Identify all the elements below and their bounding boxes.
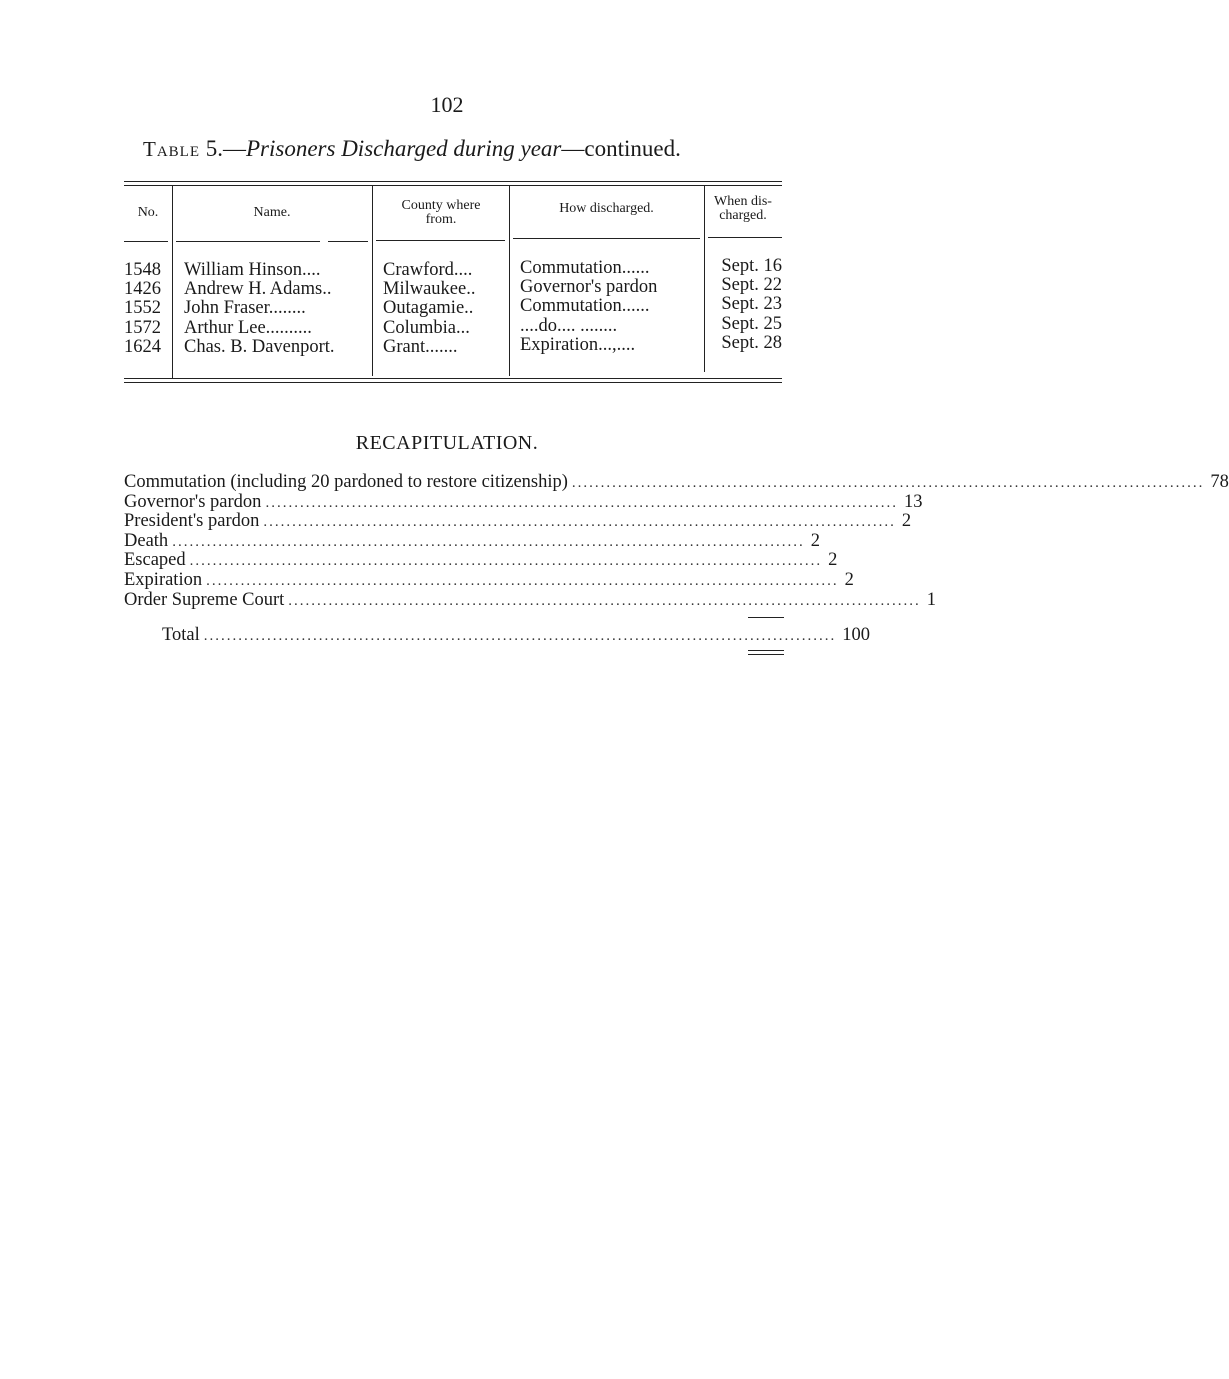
cell-how: Commutation......	[520, 296, 650, 317]
cell-name: Andrew H. Adams..	[184, 279, 332, 300]
sum-rule	[748, 617, 784, 618]
table-top-rule	[124, 181, 782, 182]
cell-how: Governor's pardon	[520, 277, 658, 298]
table-bottom-rule	[124, 378, 782, 379]
recap-label: Governor's pardon	[124, 491, 262, 512]
recap-item	[124, 472, 1229, 493]
recapitulation-title: RECAPITULATION.	[355, 432, 539, 454]
cell-no: 1548	[124, 260, 161, 280]
total-value: 100	[842, 625, 870, 645]
column-divider	[372, 186, 373, 376]
recap-label: Escaped	[124, 550, 186, 571]
leader-dots: ..............................................................................................................	[571, 475, 1205, 491]
total-label: Total	[162, 625, 200, 645]
leader-dots: ..............................................................................................................	[263, 514, 896, 531]
table-bottom-rule-2	[124, 382, 782, 383]
header-no: No.	[137, 205, 159, 220]
cell-no: 1572	[124, 317, 161, 338]
total-double-rule	[748, 650, 784, 651]
table-title	[143, 136, 681, 162]
column-county	[383, 261, 475, 357]
cell-name: Chas. B. Davenport.	[184, 336, 335, 357]
recap-item	[124, 569, 854, 591]
table-title-prefix: Table	[143, 137, 200, 161]
recap-item	[124, 550, 838, 571]
recap-item	[124, 491, 923, 513]
recap-label: Death	[124, 530, 169, 551]
recap-value: 1	[926, 589, 937, 610]
leader-dots: ..............................................................................................................	[172, 533, 805, 550]
header-underline	[176, 241, 320, 242]
leader-dots: ..............................................................................................................	[265, 494, 898, 511]
table-title-number: 5.—	[205, 136, 246, 161]
column-name	[184, 261, 335, 357]
table-title-suffix: —continued.	[561, 136, 681, 161]
cell-name: Arthur Lee..........	[184, 317, 312, 338]
header-how: How discharged.	[559, 201, 654, 216]
leader-dots: ..............................................................................................................	[206, 572, 839, 589]
leader-dots: ..............................................................................................................	[203, 628, 837, 644]
header-underline	[376, 240, 505, 241]
total-row	[162, 625, 870, 646]
cell-no: 1624	[124, 336, 161, 357]
recap-label: Order Supreme Court	[124, 589, 285, 610]
total-double-rule-2	[748, 654, 784, 655]
cell-how: Commutation......	[520, 258, 650, 278]
cell-when: Sept. 23	[721, 294, 782, 315]
cell-when: Sept. 22	[721, 275, 782, 296]
recap-item	[124, 511, 912, 532]
cell-name: William Hinson....	[184, 260, 321, 280]
recapitulation-list	[124, 472, 1229, 610]
header-underline	[708, 237, 782, 238]
cell-county: Grant.......	[383, 336, 458, 357]
header-county: County where from.	[401, 198, 481, 227]
cell-how: Expiration...,....	[520, 334, 636, 355]
recap-value: 2	[901, 511, 912, 532]
recap-value: 13	[903, 491, 923, 512]
cell-when: Sept. 28	[721, 332, 782, 353]
recap-value: 2	[810, 530, 820, 551]
cell-county: Crawford....	[383, 260, 473, 280]
header-underline	[124, 241, 168, 242]
header-underline	[513, 238, 700, 239]
cell-how: ....do.... ........	[520, 315, 618, 336]
cell-county: Columbia...	[383, 317, 470, 338]
column-when	[712, 257, 782, 353]
column-no	[124, 261, 161, 357]
recap-label: President's pardon	[124, 511, 260, 532]
cell-when: Sept. 25	[721, 313, 782, 334]
header-underline	[328, 241, 368, 242]
recap-value: 78	[1210, 472, 1229, 492]
cell-no: 1552	[124, 298, 161, 319]
recap-item	[124, 589, 937, 611]
recap-value: 2	[828, 550, 838, 571]
leader-dots: ..............................................................................................................	[288, 592, 921, 609]
header-name: Name.	[253, 205, 291, 220]
cell-no: 1426	[124, 279, 161, 300]
recap-label: Commutation (including 20 pardoned to restore citizenship)	[124, 472, 568, 492]
recap-item	[124, 530, 820, 552]
leader-dots: ..............................................................................................................	[189, 553, 823, 570]
cell-county: Outagamie..	[383, 298, 474, 319]
table-title-italic: Prisoners Discharged during year	[246, 136, 562, 161]
recap-label: Expiration	[124, 569, 203, 590]
recap-value: 2	[844, 569, 854, 590]
page-number: 102	[430, 92, 464, 117]
column-how	[520, 259, 657, 355]
cell-name: John Fraser........	[184, 298, 306, 319]
discharge-table	[124, 186, 782, 378]
header-when: When dis- charged.	[714, 194, 772, 223]
cell-county: Milwaukee..	[383, 279, 476, 300]
cell-when: Sept. 16	[721, 256, 782, 276]
